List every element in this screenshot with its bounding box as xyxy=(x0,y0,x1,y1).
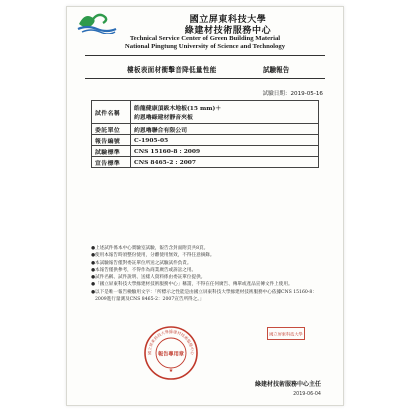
note-item: ●以下是唯一報告檢驗用文字：「所標示之性能是由國立屏東科技大學綠建材技術服務中心依據CNS 15160-8：2009進行量測及CNS 8465-2：2007宣告所得之。」 xyxy=(91,289,317,303)
note-item: ●本報告僅供參考，不得作為商業廣告或訴訟之用。 xyxy=(91,267,197,273)
field-value: 約恩嚕聯合有限公司 xyxy=(131,124,319,135)
field-label: 委託單位 xyxy=(92,124,131,135)
test-date xyxy=(263,89,324,97)
test-date-label: 試驗日期： xyxy=(262,91,291,97)
report-info-table xyxy=(91,100,319,168)
institution-name: 國立屏東科技大學 xyxy=(189,15,267,25)
field-label: 試件名稱 xyxy=(92,101,131,124)
report-seal-icon xyxy=(143,325,199,381)
field-value: CNS 15160-8 : 2009 xyxy=(131,146,319,157)
seal-ring-text: 國立屏東科技大學綠建材技術服務中心 xyxy=(146,329,196,355)
center-name: 綠建材技術服務中心 xyxy=(184,26,272,36)
signature-date: 2019-06-04 xyxy=(293,392,321,397)
field-value: CNS 8465-2 : 2007 xyxy=(131,157,319,168)
note-item: ●試件名稱、試件說明、送樣人資料係由委託單位提供。 xyxy=(91,275,206,281)
report-title: 樓板表面材衝擊音降低量性能 xyxy=(127,66,217,74)
title-rule xyxy=(85,78,325,79)
field-value xyxy=(131,101,319,124)
header-rule xyxy=(85,55,325,56)
table-row xyxy=(92,146,319,157)
field-label: 報告編號 xyxy=(92,135,131,146)
specimen-name-line-2: 約恩嚕綠建材靜音夾板 xyxy=(134,114,193,121)
note-item: ●「國立屏東科技大學綠建材技術服務中心」稱謂，不得在任何廣告、傳單或產品宣傳文件上使用。 xyxy=(91,282,293,288)
field-label: 試驗標準 xyxy=(92,146,131,157)
field-value: C-1905-05 xyxy=(131,135,319,146)
small-stamp-text: 國立屏東科技大學 xyxy=(269,331,303,337)
note-item: ●上述試件係本中心實驗室試驗，報告含封面附頁共8頁。 xyxy=(91,246,209,251)
english-header-line-1: Technical Service Center of Green Building Material xyxy=(129,35,281,42)
note-item: ●使用本報告時須整份使用，分離使用無效，不得任意摘錄。 xyxy=(91,253,215,259)
report-kind: 試驗報告 xyxy=(263,66,290,74)
table-row xyxy=(92,124,319,135)
small-stamp-icon xyxy=(267,327,305,340)
seal-star-icon: ★ xyxy=(168,368,174,374)
english-header-line-2: National Pingtung University of Science and Technology xyxy=(124,43,286,50)
field-label: 宣告標準 xyxy=(92,157,131,168)
green-building-logo-icon xyxy=(77,10,117,34)
signature-org: 綠建材技術服務中心主任 xyxy=(254,381,321,388)
seal-center-text: 報告專用章 xyxy=(158,351,184,358)
english-header xyxy=(73,35,337,51)
note-item: ●本試驗報告僅對委託單位所送之試驗試件負責。 xyxy=(91,260,192,266)
test-date-value: 2019-05-16 xyxy=(290,91,323,97)
table-row xyxy=(92,157,319,168)
table-row xyxy=(92,135,319,146)
report-notes xyxy=(91,245,323,303)
report-page xyxy=(66,6,344,406)
specimen-name-line-1: 皓龍健康頂級木地板(15 mm)＋ xyxy=(134,105,222,112)
table-row xyxy=(92,101,319,124)
